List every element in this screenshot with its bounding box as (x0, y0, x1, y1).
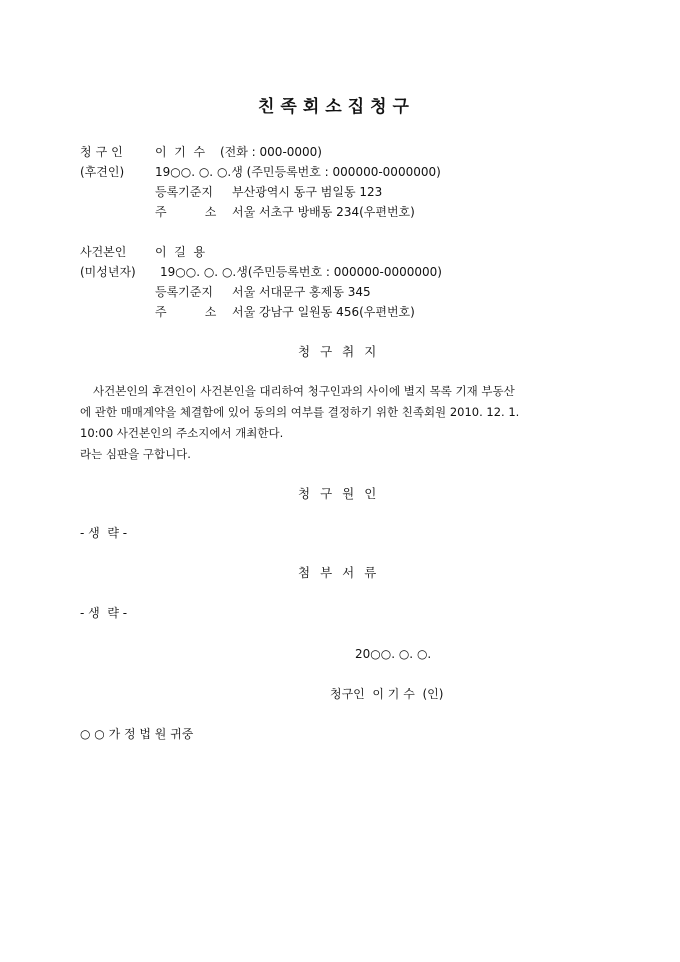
cause-body: - 생 략 - (80, 526, 128, 540)
petitioner-label: 청구인 (80, 145, 127, 159)
principal-qualifier: (미성년자) (80, 265, 136, 279)
principal-label: 사건본인 (80, 245, 127, 259)
principal-name: 이 길 용 (155, 245, 206, 259)
petitioner-name: 이 기 수 (155, 145, 206, 159)
principal-address-label: 주 소 (155, 305, 217, 319)
petitioner-phone: (전화 : 000-0000) (220, 145, 322, 159)
petitioner-address: 서울 서초구 방배동 234(우편번호) (232, 205, 415, 219)
petitioner-registry: 부산광역시 동구 범일동 123 (232, 185, 383, 199)
purpose-line-4: 라는 심판을 구합니다. (80, 447, 191, 461)
document-title: 친족회소집청구 (258, 97, 415, 117)
petitioner-qualifier: (후견인) (80, 165, 125, 179)
purpose-line-3: 10:00 사건본인의 주소지에서 개최한다. (80, 426, 284, 440)
purpose-line-1: 사건본인의 후견인이 사건본인을 대리하여 청구인과의 사이에 별지 목록 기재 부동산 (93, 384, 515, 398)
petitioner-birth: 19○○. ○. ○.생 (주민등록번호 : 000000-0000000) (155, 165, 441, 179)
cause-heading: 청구원인 (298, 486, 387, 501)
attachments-heading: 첨부서류 (298, 565, 387, 580)
principal-birth: 19○○. ○. ○.생(주민등록번호 : 000000-0000000) (160, 265, 442, 279)
purpose-heading: 청구취지 (298, 344, 387, 359)
document-date: 20○○. ○. ○. (355, 647, 432, 661)
attachments-body: - 생 략 - (80, 606, 128, 620)
principal-registry-label: 등록기준지 (155, 285, 213, 299)
court-addressee: ○ ○ 가 정 법 원 귀중 (80, 727, 194, 741)
petitioner-registry-label: 등록기준지 (155, 185, 213, 199)
purpose-line-2: 에 관한 매매계약을 체결함에 있어 동의의 여부를 결정하기 위한 친족회원 2010. 12. 1. (80, 405, 520, 419)
signature-line: 청구인 이 기 수 (인) (330, 687, 444, 701)
petitioner-address-label: 주 소 (155, 205, 217, 219)
principal-registry: 서울 서대문구 홍제동 345 (232, 285, 371, 299)
principal-address: 서울 강남구 일원동 456(우편번호) (232, 305, 415, 319)
